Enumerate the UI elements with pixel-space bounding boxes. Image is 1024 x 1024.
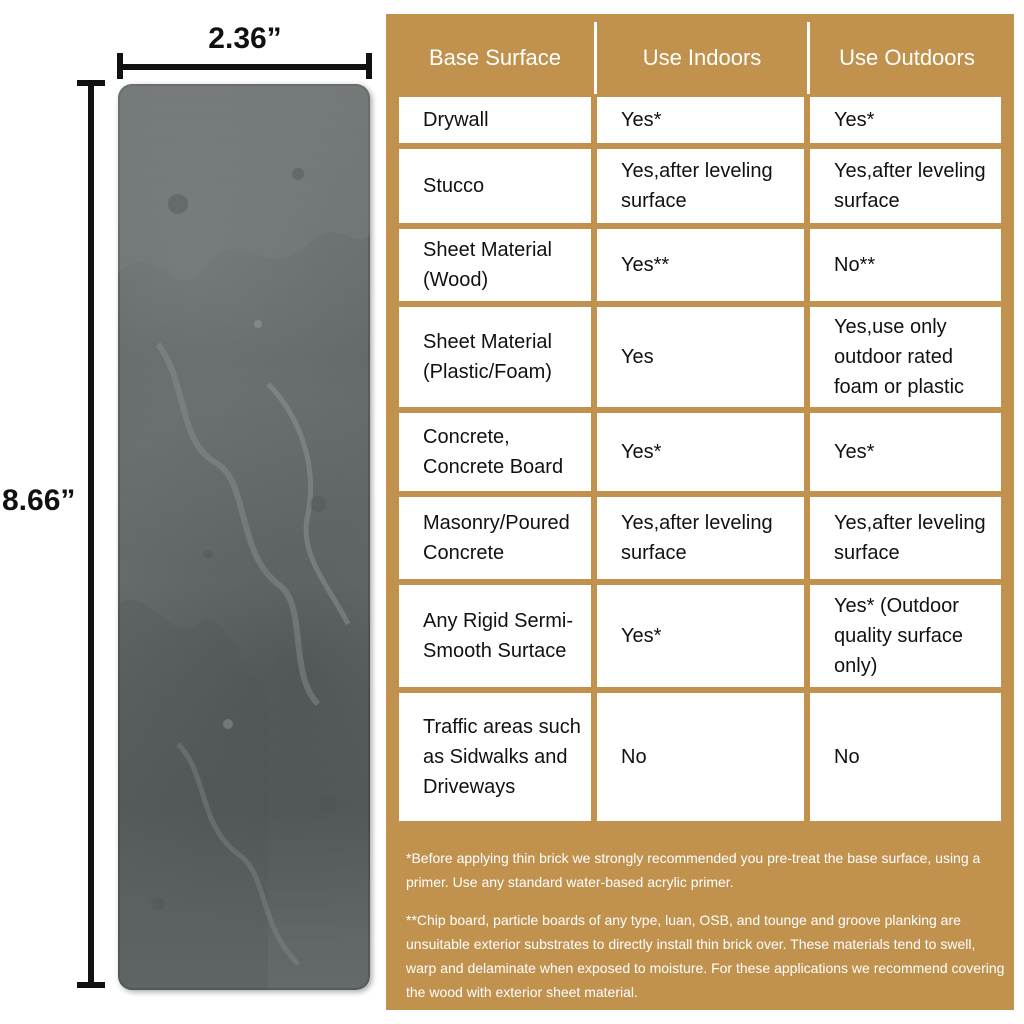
table-cell-surface: Drywall	[396, 94, 594, 146]
stone-texture-graphic	[118, 84, 370, 990]
footnote-wood-substrates: **Chip board, particle boards of any type, luan, OSB, and tounge and groove planking are unsuitable exterior substrates to directly install thin brick over. These materials tend to swell, warp and delaminate when exposed to moisture. For these applications we recommend covering the wood with exterior sheet material.	[406, 912, 1005, 1000]
width-dimension-right-cap	[366, 53, 372, 79]
column-header-use-outdoors: Use Outdoors	[807, 22, 1004, 94]
footnote-primer: *Before applying thin brick we strongly recommended you pre-treat the base surface, using a primer. Use any standard water-based acrylic primer.	[406, 850, 981, 890]
table-cell-indoors: Yes	[594, 304, 807, 410]
base-surface-table	[396, 22, 1004, 824]
table-cell-surface: Any Rigid Sermi-Smooth Surtace	[396, 582, 594, 690]
table-cell-outdoors: Yes,after leveling surface	[807, 146, 1004, 226]
table-cell-indoors: Yes,after leveling surface	[594, 146, 807, 226]
table-cell-surface: Sheet Material (Plastic/Foam)	[396, 304, 594, 410]
height-dimension-top-cap	[77, 80, 105, 86]
table-cell-outdoors: Yes,use only outdoor rated foam or plastic	[807, 304, 1004, 410]
width-dimension-left-cap	[117, 53, 123, 79]
table-cell-indoors: Yes*	[594, 410, 807, 494]
column-header-use-indoors: Use Indoors	[594, 22, 807, 94]
table-cell-indoors: No	[594, 690, 807, 824]
table-cell-outdoors: No	[807, 690, 1004, 824]
table-cell-surface: Stucco	[396, 146, 594, 226]
height-dimension-label: 8.66”	[2, 480, 82, 522]
height-dimension-line	[88, 82, 94, 986]
height-dimension-bottom-cap	[77, 982, 105, 988]
column-header-base-surface: Base Surface	[396, 22, 594, 94]
table-cell-outdoors: Yes,after leveling surface	[807, 494, 1004, 582]
table-cell-outdoors: Yes*	[807, 410, 1004, 494]
table-cell-surface: Traffic areas such as Sidwalks and Driveways	[396, 690, 594, 824]
table-cell-indoors: Yes,after leveling surface	[594, 494, 807, 582]
width-dimension-line	[120, 64, 370, 70]
table-cell-indoors: Yes**	[594, 226, 807, 304]
table-cell-surface: Masonry/Poured Concrete	[396, 494, 594, 582]
width-dimension-label: 2.36”	[208, 22, 282, 55]
table-cell-indoors: Yes*	[594, 94, 807, 146]
stone-brick-image	[118, 84, 370, 990]
table-cell-outdoors: Yes*	[807, 94, 1004, 146]
table-cell-indoors: Yes*	[594, 582, 807, 690]
table-cell-surface: Sheet Material (Wood)	[396, 226, 594, 304]
table-cell-outdoors: No**	[807, 226, 1004, 304]
table-cell-surface: Concrete, Concrete Board	[396, 410, 594, 494]
table-cell-outdoors: Yes* (Outdoor quality surface only)	[807, 582, 1004, 690]
